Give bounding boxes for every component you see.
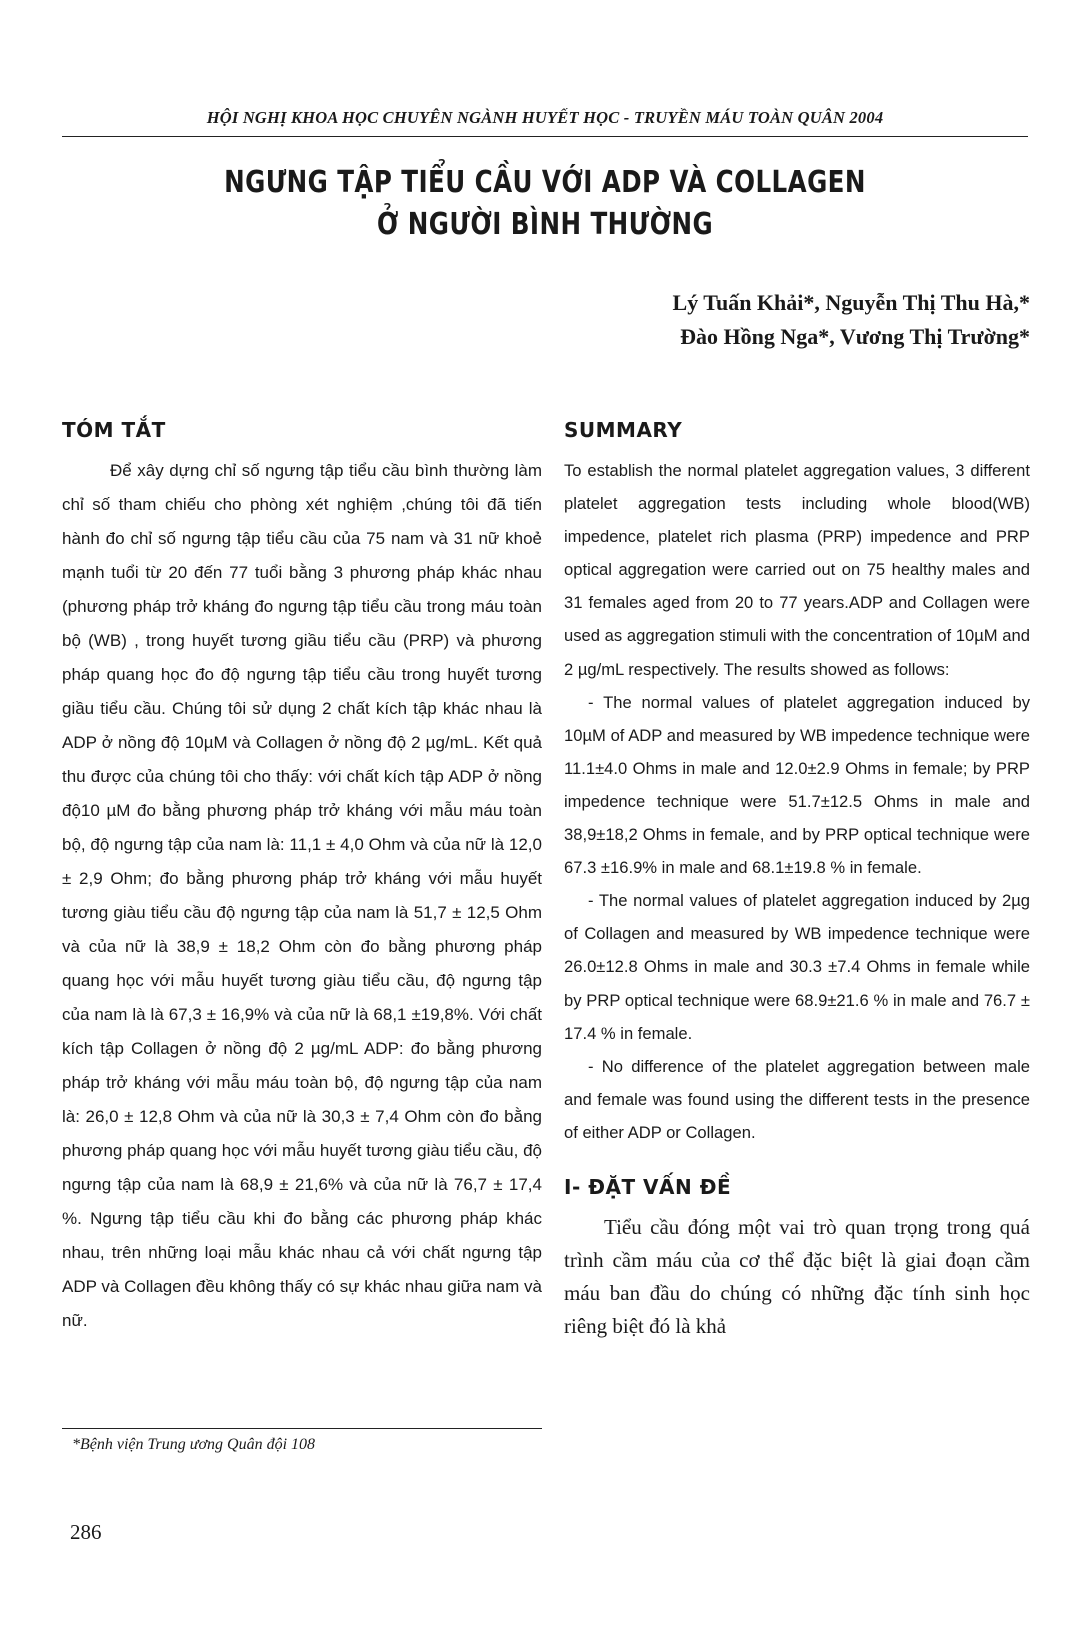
introduction-text: Tiểu cầu đóng một vai trò quan trọng trong quá trình cầm máu của cơ thể đặc biệt là giai đoạn cầm máu ban đầu do chúng có những đặc tính sinh học riêng biệt đó là khả — [564, 1214, 1030, 1338]
summary-paragraph-2: - The normal values of platelet aggregation induced by 10µM of ADP and measured by WB impedence technique were 11.1±4.0 Ohms in male and 12.0±2.9 Ohms in female; by PRP impedence technique were 51.7±12.5 Ohms in male and 38,9±18,2 Ohms in female, and by PRP optical technique were 67.3 ±16.9% in male and 68.1±19.8 % in female. — [564, 692, 1030, 878]
left-column — [62, 418, 542, 1338]
summary-paragraph-1: To establish the normal platelet aggregation values, 3 different platelet aggregation tests including whole blood(WB) impedence, platelet rich plasma (PRP) impedence and PRP optical aggregation were carried out on 75 healthy males and 31 females aged from 20 to 77 years.ADP and Collagen were used as aggregation stimuli with the concentration of 10µM and 2 µg/mL respectively. The results showed as follows: — [564, 461, 1030, 679]
title-line-2: Ở NGƯỜI BÌNH THƯỜNG — [376, 207, 714, 242]
footnote-rule — [62, 1428, 542, 1429]
authors-line-2: Đào Hồng Nga*, Vương Thị Trường* — [680, 324, 1030, 349]
article-title — [149, 162, 941, 246]
summary-paragraph-4: - No difference of the platelet aggregation between male and female was found using the different tests in the presence of either ADP or Collagen. — [564, 1056, 1030, 1142]
authors-line-1: Lý Tuấn Khải*, Nguyễn Thị Thu Hà,* — [672, 290, 1030, 315]
running-header: HỘI NGHỊ KHOA HỌC CHUYÊN NGÀNH HUYẾT HỌC - TRUYỀN MÁU TOÀN QUÂN 2004 — [206, 108, 884, 127]
page-number: 286 — [70, 1520, 102, 1544]
author-list — [510, 286, 1030, 354]
footnote: *Bệnh viện Trung ương Quân đội 108 — [72, 1436, 316, 1453]
summary-heading: SUMMARY — [564, 418, 683, 442]
summary-paragraph-3: - The normal values of platelet aggregation induced by 2µg of Collagen and measured by WB impedence technique were 26.0±12.8 Ohms in male and 30.3 ±7.4 Ohms in female while by PRP optical technique were 68.9±21.6 % in male and 76.7 ± 17.4 % in female. — [564, 891, 1030, 1043]
introduction-heading: I- ĐẶT VẤN ĐỀ — [564, 1174, 732, 1199]
title-line-1: NGƯNG TẬP TIỂU CẦU VỚI ADP VÀ COLLAGEN — [224, 165, 866, 200]
abstract-vi-text: Để xây dựng chỉ số ngưng tập tiểu cầu bình thường làm chỉ số tham chiếu cho phòng xét nghiệm ,chúng tôi đã tiến hành đo chỉ số ngưng tập tiểu cầu của 75 nam và 31 nữ khoẻ mạnh tuổi từ 20 đến 77 tuổi bằng 3 phương pháp khác nhau (phương pháp trở kháng đo ngưng tập tiểu cầu trong máu toàn bộ (WB) , trong huyết tương giầu tiểu cầu (PRP) và phương pháp quang học đo độ ngưng tập tiểu cầu trong huyết tương giầu tiểu cầu. Chúng tôi sử dụng 2 chất kích tập khác nhau là ADP ở nồng độ 10µM và Collagen ở nồng độ 2 µg/mL. Kết quả thu được của chúng tôi cho thấy: với chất kích tập ADP ở nồng độ10 µM đo bằng phương pháp trở kháng với mẫu máu toàn bộ, độ ngưng tập của nam là: 11,1 ± 4,0 Ohm và của nữ là 12,0 ± 2,9 Ohm; đo bằng phương pháp trở kháng với mẫu huyết tương giàu tiểu cầu độ ngưng tập của nam là 51,7 ± 12,5 Ohm và của nữ là 38,9 ± 18,2 Ohm còn đo bằng phương pháp quang học với mẫu huyết tương giàu tiểu cầu, độ ngưng tập của nam là là 67,3 ± 16,9% và của nữ là 68,1 ±19,8%. Với chất kích tập Collagen ở nồng độ 2 µg/mL ADP: đo bằng phương pháp trở kháng với mẫu máu toàn bộ, độ ngưng tập của nam là: 26,0 ± 12,8 Ohm và của nữ là 30,3 ± 7,4 Ohm còn đo bằng phương pháp quang học với mẫu huyết tương giàu tiểu cầu, độ ngưng tập của nam là 68,9 ± 21,6% và của nữ là 76,7 ± 17,4 %. Ngưng tập tiểu cầu khi đo bằng các phương pháp khác nhau, trên những loại mẫu khác nhau cả với chất ngưng tập ADP và Collagen đều không thấy có sự khác nhau giữa nam và nữ. — [62, 461, 542, 1330]
header-rule — [62, 136, 1028, 137]
right-column — [564, 418, 1030, 1343]
abstract-vi-heading: TÓM TẮT — [62, 418, 166, 442]
